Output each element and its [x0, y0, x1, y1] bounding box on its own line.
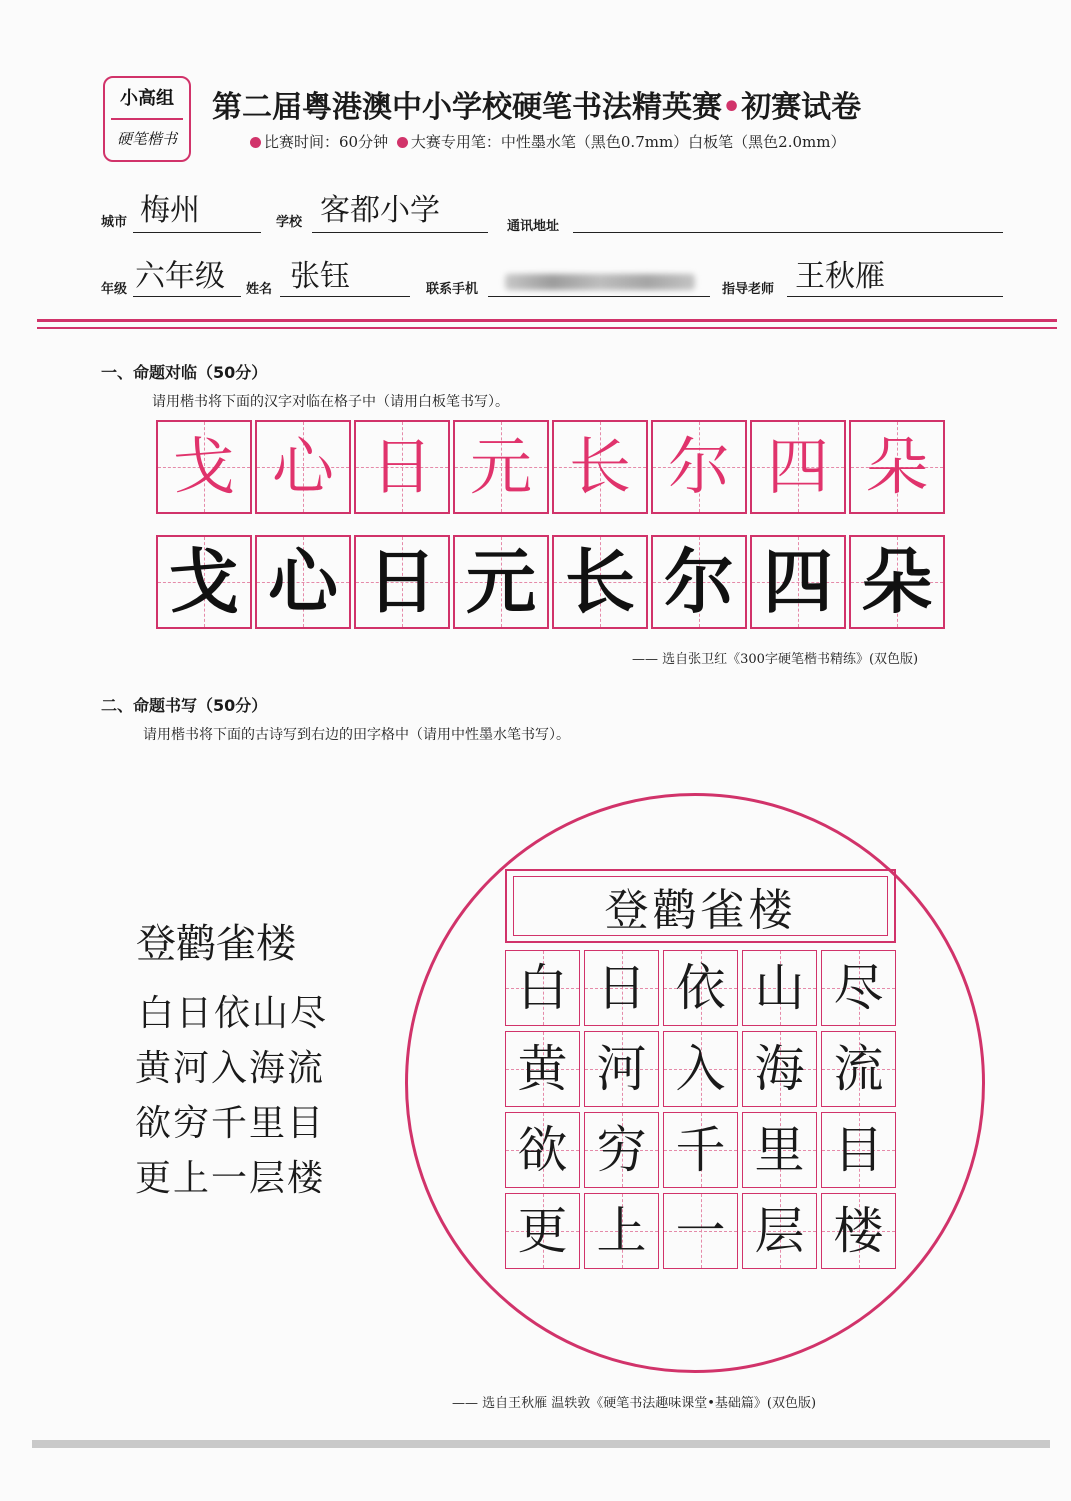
grid-cell: [156, 535, 252, 629]
grid-char: 穷: [596, 1121, 647, 1179]
grid-char: 四: [766, 430, 829, 503]
grid-char: 日: [370, 430, 433, 503]
grid-cell: [821, 1112, 896, 1188]
grid-cell: [663, 950, 738, 1026]
bullet-icon: [250, 137, 261, 148]
phone-redacted: [505, 274, 695, 290]
grid-cell: [156, 420, 252, 514]
grid-char: 朵: [865, 430, 928, 503]
badge-divider: [111, 118, 183, 120]
badge-group-label: 小高组: [120, 88, 174, 109]
grid-cell: [505, 1193, 580, 1269]
divider-rule: [37, 319, 1057, 322]
grid-char: 入: [675, 1040, 726, 1098]
written-char-grid: [156, 535, 948, 629]
grid-char: 日: [367, 540, 437, 623]
grade-underline: [133, 296, 241, 297]
grid-cell: [354, 535, 450, 629]
grid-char: 心: [268, 540, 338, 623]
model-char-grid: [156, 420, 948, 514]
grid-cell: [505, 1112, 580, 1188]
grid-cell: [663, 1112, 738, 1188]
section1-instruction: 请用楷书将下面的汉字对临在格子中（请用白板笔书写）。: [152, 394, 509, 410]
grid-cell: [750, 420, 846, 514]
poem-line: 更上一层楼: [135, 1158, 326, 1199]
grid-cell: [505, 950, 580, 1026]
teacher-field[interactable]: 王秋雁: [795, 259, 885, 294]
title-tail: 初赛试卷: [741, 90, 862, 125]
grid-cell: [552, 420, 648, 514]
page-title: [212, 82, 861, 126]
time-info: 比赛时间：60分钟: [264, 133, 389, 151]
grid-char: 依: [675, 959, 726, 1017]
bullet-icon: [397, 137, 408, 148]
name-underline: [280, 296, 410, 297]
city-label: 城市: [101, 215, 128, 230]
grid-char: 白: [517, 959, 568, 1017]
grid-cell: [821, 1031, 896, 1107]
grid-cell: [742, 1112, 817, 1188]
grid-cell: [584, 1031, 659, 1107]
grid-cell: [663, 1031, 738, 1107]
grid-char: 元: [466, 540, 536, 623]
grid-char: 朵: [862, 540, 932, 623]
grade-label: 年级: [101, 282, 128, 297]
grid-cell: [505, 1031, 580, 1107]
phone-label: 联系手机: [426, 282, 479, 297]
grid-char: 四: [763, 540, 833, 623]
poem-line: 欲穷千里目: [135, 1103, 326, 1144]
grid-cell: [651, 535, 747, 629]
grid-char: 尽: [833, 959, 884, 1017]
grid-char: 海: [754, 1040, 805, 1098]
grid-char: 长: [568, 430, 631, 503]
pen-info: 大赛专用笔：中性墨水笔（黑色0.7mm）白板笔（黑色2.0mm）: [410, 133, 846, 151]
grid-char: 日: [596, 959, 647, 1017]
written-row: [505, 1193, 900, 1269]
school-underline: [312, 232, 488, 233]
grid-cell: [651, 420, 747, 514]
name-field[interactable]: 张钰: [290, 259, 350, 294]
grid-cell: [849, 535, 945, 629]
school-field[interactable]: 客都小学: [320, 193, 440, 228]
grid-cell: [742, 950, 817, 1026]
grid-char: 楼: [833, 1202, 884, 1260]
section1-credit: —— 选自张卫红《300字硬笔楷书精练》(双色版): [632, 652, 919, 667]
grid-char: 长: [565, 540, 635, 623]
title-dot: •: [722, 90, 742, 125]
grid-cell: [584, 1112, 659, 1188]
grid-cell: [453, 420, 549, 514]
grid-char: 心: [271, 430, 334, 503]
grid-char: 欲: [517, 1121, 568, 1179]
poem-title: 登鹳雀楼: [136, 921, 296, 967]
grid-char: 千: [675, 1121, 726, 1179]
grid-cell: [354, 420, 450, 514]
written-poem-grid: [505, 950, 900, 1274]
grid-cell: [742, 1193, 817, 1269]
grid-char: 戈: [172, 430, 235, 503]
school-label: 学校: [276, 215, 303, 230]
teacher-label: 指导老师: [722, 282, 775, 297]
grid-char: 更: [517, 1202, 568, 1260]
grid-char: 一: [675, 1202, 726, 1260]
grid-char: 尔: [667, 430, 730, 503]
grid-char: 山: [754, 959, 805, 1017]
address-underline: [573, 232, 1003, 233]
grid-char: 河: [596, 1040, 647, 1098]
grid-char: 层: [754, 1202, 805, 1260]
grid-cell: [742, 1031, 817, 1107]
grid-char: 流: [833, 1040, 884, 1098]
grid-cell: [849, 420, 945, 514]
grid-cell: [821, 1193, 896, 1269]
written-row: [505, 1112, 900, 1188]
group-badge: [103, 76, 191, 162]
teacher-underline: [787, 296, 1003, 297]
grid-cell: [584, 1193, 659, 1269]
grid-cell: [255, 535, 351, 629]
phone-underline: [488, 296, 710, 297]
written-title-box: [505, 869, 896, 943]
grid-char: 里: [754, 1121, 805, 1179]
grid-char: 黄: [517, 1040, 568, 1098]
grid-char: 目: [833, 1121, 884, 1179]
grid-char: 戈: [169, 540, 239, 623]
grid-char: 尔: [664, 540, 734, 623]
name-label: 姓名: [246, 282, 273, 297]
divider-rule: [37, 327, 1057, 329]
written-row: [505, 950, 900, 1026]
grid-cell: [584, 950, 659, 1026]
grid-char: 元: [469, 430, 532, 503]
section2-instruction: 请用楷书将下面的古诗写到右边的田字格中（请用中性墨水笔书写）。: [143, 727, 570, 743]
city-field[interactable]: 梅州: [140, 193, 200, 228]
written-title: 登鹳雀楼: [513, 876, 888, 936]
poem-line: 白日依山尽: [138, 993, 329, 1034]
city-underline: [133, 232, 261, 233]
grid-cell: [453, 535, 549, 629]
address-label: 通讯地址: [507, 219, 560, 234]
poem-line: 黄河入海流: [135, 1048, 326, 1089]
section2-heading: 二、命题书写（50分）: [101, 696, 268, 715]
footer-rule: [32, 1440, 1050, 1448]
grade-field[interactable]: 六年级: [135, 259, 225, 294]
grid-cell: [750, 535, 846, 629]
title-main: 第二届粤港澳中小学校硬笔书法精英赛: [212, 90, 722, 125]
section1-heading: 一、命题对临（50分）: [101, 363, 268, 382]
grid-char: 上: [596, 1202, 647, 1260]
grid-cell: [821, 950, 896, 1026]
grid-cell: [552, 535, 648, 629]
grid-cell: [255, 420, 351, 514]
badge-category-label: 硬笔楷书: [116, 130, 177, 148]
section2-credit: —— 选自王秋雁 温轶敦《硬笔书法趣味课堂•基础篇》(双色版): [452, 1396, 817, 1411]
grid-cell: [663, 1193, 738, 1269]
contest-info: [250, 131, 845, 152]
written-row: [505, 1031, 900, 1107]
